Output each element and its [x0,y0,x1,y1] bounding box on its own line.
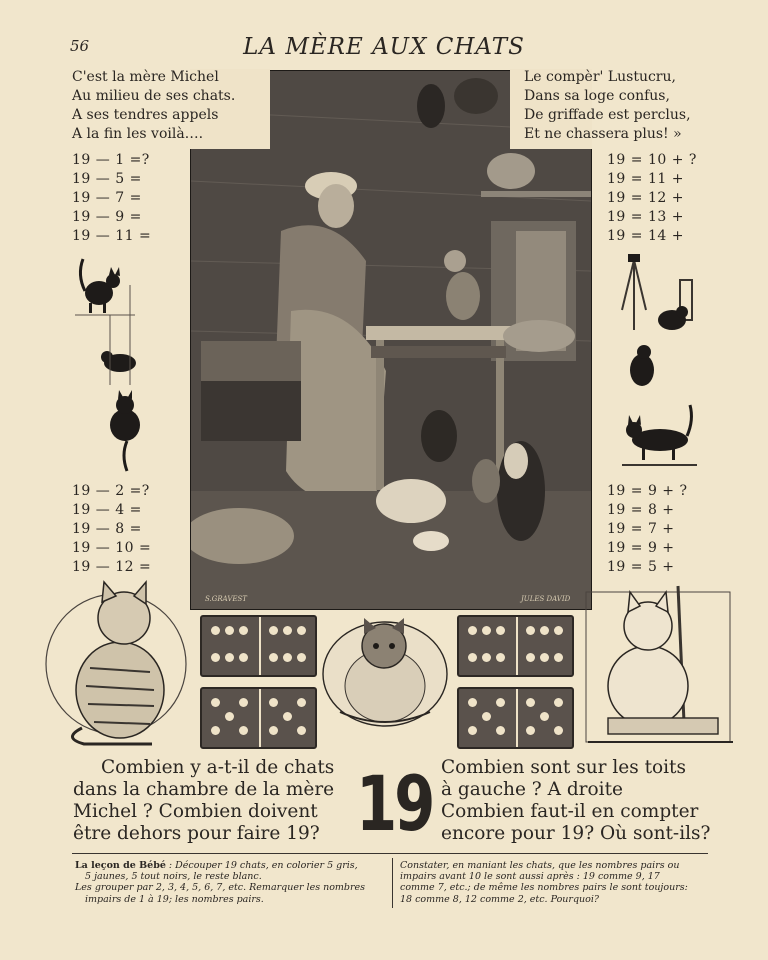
sum-line: 19 = 12 + [607,190,684,206]
question-line: encore pour 19? Où sont-ils? [441,823,711,844]
pip [211,626,220,635]
pip [269,698,278,707]
sum-line: 19 — 7 = [72,190,142,206]
main-illustration [190,70,592,610]
pip [526,698,535,707]
white-cat-on-box-icon [578,582,738,750]
lesson-line: Les grouper par 2, 3, 4, 5, 6, 7, etc. Remarquer les nombres [75,882,366,894]
sum-line: 19 — 4 = [72,502,142,518]
pip [297,653,306,662]
pip [225,653,234,662]
pip [283,712,292,721]
domino-bottom-right [457,687,574,749]
pip [269,726,278,735]
sums-top-left [72,151,151,246]
pip [239,626,248,635]
domino-bottom-left [200,687,317,749]
pip [482,626,491,635]
question-line: Combien y a-t-il de chats [101,757,335,778]
pip [468,653,477,662]
artist-signature: JULES DAVID [521,595,571,603]
domino-half [202,617,259,675]
domino-half [516,617,575,675]
lesson-line: La leçon de Bébé : Découper 19 chats, en colorier 5 gris, [75,860,358,871]
sum-line: 19 = 5 + [607,559,675,575]
lesson-right [400,860,688,905]
pip [496,726,505,735]
lesson-line: Constater, en maniant les chats, que les nombres pairs ou [400,860,680,871]
question-left [73,757,334,845]
sum-line: 19 — 10 = [72,540,152,556]
rooftop-cats-left-icon [75,245,185,475]
pip [283,653,292,662]
verse-line: De griffade est perclus, [524,107,691,123]
question-line: à gauche ? A droite [441,779,623,800]
pip [269,626,278,635]
sum-line: 19 — 8 = [72,521,142,537]
pip [554,653,563,662]
pip [540,626,549,635]
sum-line: 19 — 1 =? [72,152,150,168]
question-line: Combien faut-il en compter [441,801,699,822]
question-line: être dehors pour faire 19? [73,823,320,844]
pip [297,726,306,735]
pip [211,698,220,707]
lesson-line: impairs de 1 à 19; les nombres pairs. [85,893,264,905]
pip [211,726,220,735]
pip [496,626,505,635]
pip [297,626,306,635]
pip [526,653,535,662]
question-line: dans la chambre de la mère [73,779,335,800]
sum-line: 19 = 7 + [607,521,675,537]
verse-line: A ses tendres appels [72,107,219,123]
kitchen-scene-engraving [191,71,591,609]
pip [540,712,549,721]
sum-line: 19 = 9 + [607,540,675,556]
domino-half [259,689,318,747]
pip [239,726,248,735]
domino-top-left [200,615,317,677]
pip [211,653,220,662]
domino-half [202,689,259,747]
sum-line: 19 — 9 = [72,209,142,225]
verse-line: Au milieu de ses chats. [72,88,236,104]
page-title: LA MÈRE AUX CHATS [243,34,525,60]
domino-half [459,689,516,747]
footer-rule [72,853,708,854]
verse-left [72,68,235,144]
pip [554,698,563,707]
sum-line: 19 = 10 + ? [607,152,697,168]
domino-top-right [457,615,574,677]
verse-line: Le compèr' Lustucru, [524,69,676,85]
pip [482,712,491,721]
pip [239,698,248,707]
kitten-in-bowl-icon [320,612,450,732]
sum-line: 19 — 2 =? [72,483,150,499]
lesson-line: impairs avant 10 le sont aussi après : 19 comme 9, 17 [400,871,660,883]
pip [526,726,535,735]
lesson-left [75,860,365,905]
page-number: 56 [70,37,90,55]
pip [269,653,278,662]
pip [526,626,535,635]
sum-line: 19 = 11 + [607,171,684,187]
footer-divider [392,858,393,908]
verse-line: C'est la mère Michel [72,69,219,85]
sums-bottom-right [607,482,688,577]
question-right [441,757,710,845]
sum-line: 19 — 12 = [72,559,152,575]
question-line: Combien sont sur les toits [441,757,686,778]
pip [225,626,234,635]
lesson-line: comme 7, etc.; de même les nombres pairs le sont toujours: [400,882,688,894]
lesson-line: 18 comme 8, 12 comme 2, etc. Pourquoi? [400,893,600,905]
seated-tabby-cat-icon [42,578,190,750]
pip [239,653,248,662]
pip [496,698,505,707]
rooftop-cats-right-icon [612,250,722,470]
pip [554,726,563,735]
verse-line: A la fin les voilà…. [72,126,204,142]
sum-line: 19 = 14 + [607,228,684,244]
sums-bottom-left [72,482,151,577]
pip [468,626,477,635]
pip [468,726,477,735]
domino-half [259,617,318,675]
verse-line: Et ne chassera plus! » [524,126,682,142]
pip [225,712,234,721]
engraver-signature: S.GRAVEST [205,595,247,603]
sum-line: 19 = 13 + [607,209,684,225]
pip [482,653,491,662]
sums-top-right [607,151,697,246]
sum-line: 19 = 8 + [607,502,675,518]
verse-right [524,68,691,144]
pip [297,698,306,707]
big-number-19: 19 [356,759,433,848]
sum-line: 19 — 11 = [72,228,152,244]
verse-line: Dans sa loge confus, [524,88,670,104]
lesson-line: 5 jaunes, 5 tout noirs, le reste blanc. [85,871,262,883]
lesson-heading: La leçon de Bébé [75,860,166,871]
sum-line: 19 = 9 + ? [607,483,688,499]
pip [283,626,292,635]
pip [468,698,477,707]
question-line: Michel ? Combien doivent [73,801,318,822]
sum-line: 19 — 5 = [72,171,142,187]
pip [554,626,563,635]
pip [540,653,549,662]
pip [496,653,505,662]
domino-half [459,617,516,675]
domino-half [516,689,575,747]
